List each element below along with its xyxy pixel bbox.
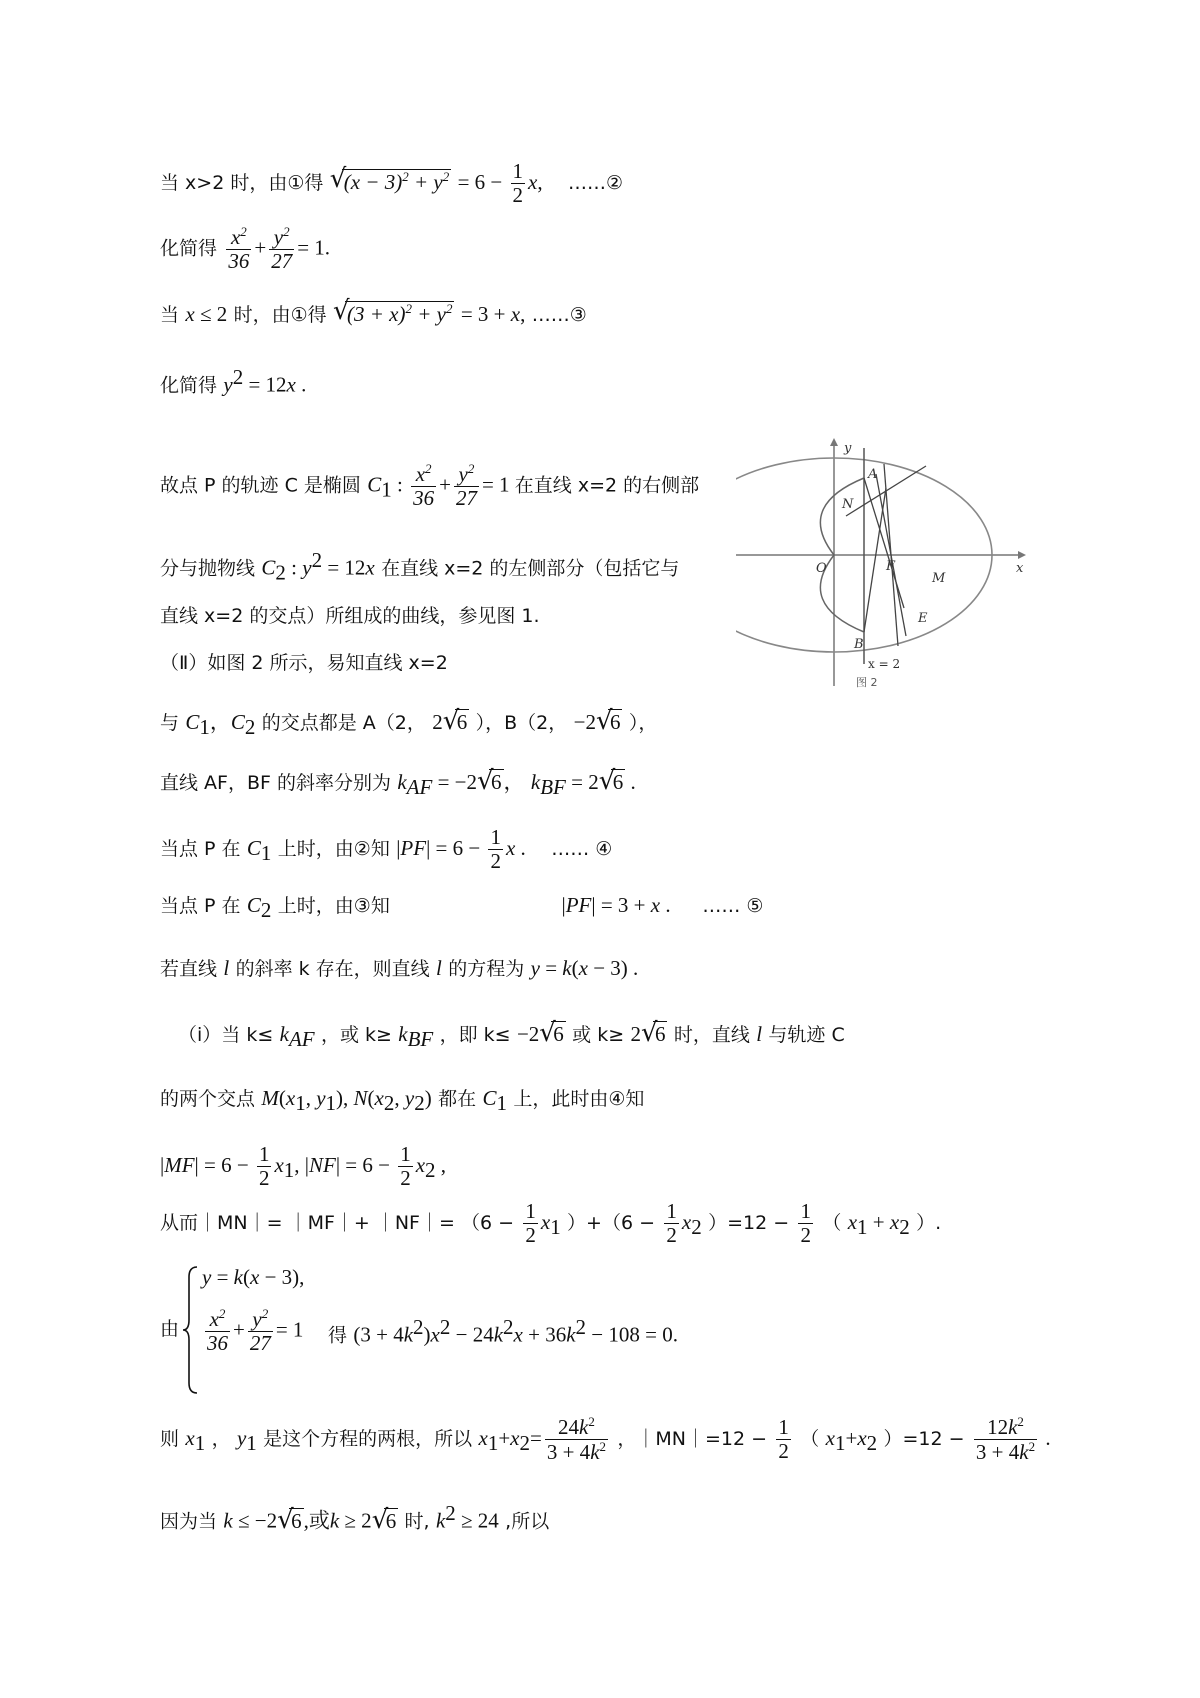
figure-caption: 图 2 <box>856 676 878 689</box>
line-1: 当 x>2 时，由①得 √ $(x - 3)^2 + y^2 = 6$ − $\frac{1}{2}$ x, ……② <box>160 159 624 208</box>
figure-2 <box>736 436 1026 696</box>
line-7: 直线 x=2 的交点）所组成的曲线，参见图 1. <box>160 605 540 627</box>
line-10: 直线 AF，BF 的斜率分别为 $k_{AF} = -2$ √ 6， $k_{BF} = 2$ √ 6 . <box>160 766 636 799</box>
line-3: 当 x ≤ 2 时，由①得 √ $(3 + x)^2 + y^2 = 3 + x$, ……③ <box>160 296 587 326</box>
line-11: 当点 P 在 $C_1$ 上时，由②知 |PF| = 6 − $\frac{1}{2}$ x . …… ④ <box>160 825 613 874</box>
line-4: 化简得 $y^2 = 12x$ . <box>160 365 307 397</box>
line-5: 故点 P 的轨迹 C 是椭圆 $C_1$ : $\frac{x^2}{36}$ + $\frac{y^2}{27}$ = 1 在直线 x=2 的右侧部 <box>160 461 700 511</box>
line-17: 从而｜MN｜= ｜MF｜+ ｜NF｜= （6 − $\frac{1}{2}$ $x_1$ ）+（6 − $\frac{1}{2}$ $x_2$ ）=12 − $\frac{1}{2}$ （ $x_1 + x_2$ ）. <box>160 1199 942 1248</box>
label-n: N <box>842 497 854 512</box>
label-f: F <box>886 559 896 574</box>
label-line-x2: x = 2 <box>868 657 901 671</box>
label-o: O <box>816 561 827 576</box>
line-20: 因为当 k ≤ −2 √ 6,或k ≥ 2 √ 6 时, $k^2 \ge 24$ ,所以 <box>160 1501 550 1535</box>
line-14: （ⅰ）当 $k\le k_{AF}$ ，或 $k\ge k_{BF}$ ，即 k≤ −2 √ 6 或 k≥ 2 √ 6 时，直线 l 与轨迹 C <box>178 1018 845 1051</box>
label-m: M <box>932 571 946 586</box>
brace-icon <box>182 1265 200 1395</box>
line-8: （Ⅱ）如图 2 所示，易知直线 x=2 <box>160 652 448 674</box>
line-12: 当点 P 在 $C_2$ 上时，由③知 |PF| = 3 + x . …… ⑤ <box>160 893 764 922</box>
label-e: E <box>918 611 928 626</box>
label-b: B <box>854 637 864 652</box>
line-19: 则 $x_1$ ， $y_1$ 是这个方程的两根，所以 $x_1+x_2=$ $\frac{24k^2}{3 + 4k^2}$ ，｜MN｜=12 − $\frac{1}{2}$ （ $x_1+x_2$ ）=12 − $\frac{12k^2}{3 + 4k^2}$ . <box>160 1414 1051 1465</box>
label-a: A <box>868 467 878 482</box>
label-x: x <box>1016 561 1024 576</box>
line-2: 化简得 $\frac{x^2}{36}$ + $\frac{y^2}{27}$ = 1. <box>160 224 331 274</box>
line-9: 与 $C_1$，$C_2$ 的交点都是 A（2， 2 √ 6 ），B（2， −2 √ 6 ）， <box>160 706 658 739</box>
line-6: 分与抛物线 $C_2$ : $y^2 = 12x$ 在直线 x=2 的左侧部分（包括它与 <box>160 548 680 585</box>
label-y: y <box>844 441 852 456</box>
ellipse-parabola-diagram <box>736 436 1026 696</box>
line-16: |MF| = 6 − $\frac{1}{2}$ $x_1$, |NF| = 6 − $\frac{1}{2}$ $x_2$ , <box>160 1142 447 1191</box>
line-15: 的两个交点 $M(x_1$, $y_1$), $N(x_2$, $y_2$) 都在 $C_1$ 上，此时由④知 <box>160 1086 645 1115</box>
line-13: 若直线 l 的斜率 k 存在，则直线 l 的方程为 y = k(x − 3) . <box>160 956 639 980</box>
